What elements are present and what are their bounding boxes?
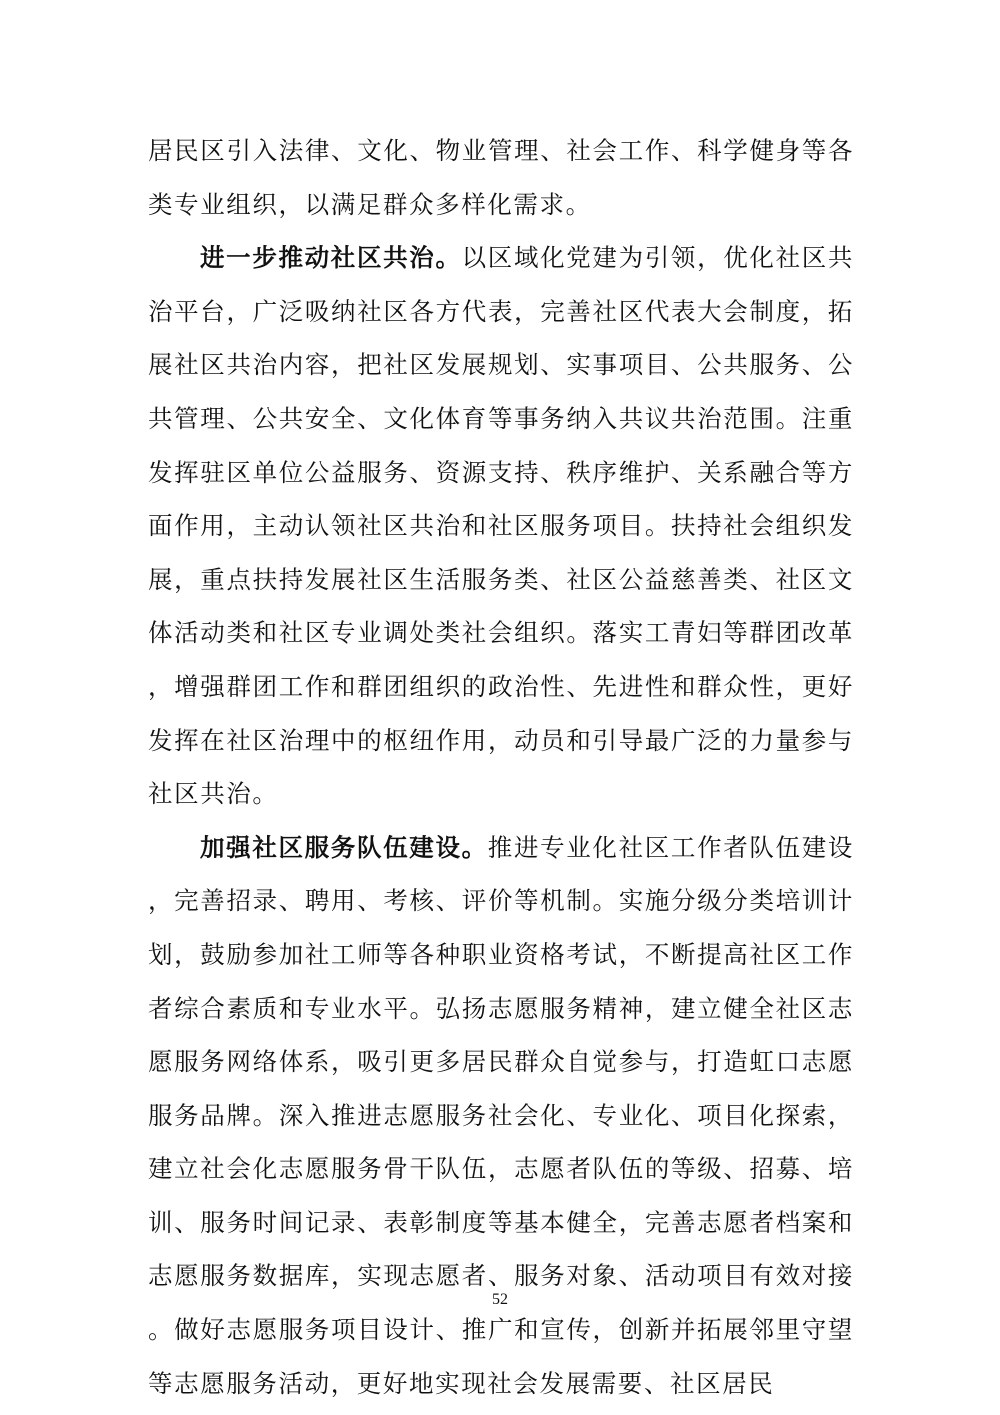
paragraph-lead: 加强社区服务队伍建设。 xyxy=(200,832,488,862)
paragraph-text: 以区域化党建为引领，优化社区共治平台，广泛吸纳社区各方代表，完善社区代表大会制度，拓展社区共治内容，把社区发展规划、实事项目、公共服务、公共管理、公共安全、文化体育等事务纳入共议共治范围。注重发挥驻区单位公益服务、资源支持、秩序维护、关系融合等方面作用，主动认领社区共治和社区服务项目。扶持社会组织发展，重点扶持发展社区生活服务类、社区公益慈善类、社区文体活动类和社区专业调处类社会组织。落实工青妇等群团改革，增强群团工作和群团组织的政治性、先进性和群众性，更好发挥在社区治理中的枢纽作用，动员和引导最广泛的力量参与社区共治。 xyxy=(148,243,854,809)
paragraph-community-co-governance xyxy=(148,231,854,821)
paragraph-text: 居民区引入法律、文化、物业管理、社会工作、科学健身等各类专业组织，以满足群众多样化需求。 xyxy=(148,136,854,219)
document-body xyxy=(148,124,854,1410)
paragraph-continued xyxy=(148,124,854,231)
paragraph-text: 推进专业化社区工作者队伍建设，完善招录、聘用、考核、评价等机制。实施分级分类培训计划，鼓励参加社工师等各种职业资格考试，不断提高社区工作者综合素质和专业水平。弘扬志愿服务精神，建立健全社区志愿服务网络体系，吸引更多居民群众自觉参与，打造虹口志愿服务品牌。深入推进志愿服务社会化、专业化、项目化探索，建立社会化志愿服务骨干队伍，志愿者队伍的等级、招募、培训、服务时间记录、表彰制度等基本健全，完善志愿者档案和志愿服务数据库，实现志愿者、服务对象、活动项目有效对接。做好志愿服务项目设计、推广和宣传，创新并拓展邻里守望等志愿服务活动，更好地实现社会发展需要、社区居民 xyxy=(148,832,854,1398)
paragraph-lead: 进一步推动社区共治。 xyxy=(200,243,462,273)
paragraph-service-team xyxy=(148,821,854,1411)
page-number: 52 xyxy=(492,1291,508,1308)
